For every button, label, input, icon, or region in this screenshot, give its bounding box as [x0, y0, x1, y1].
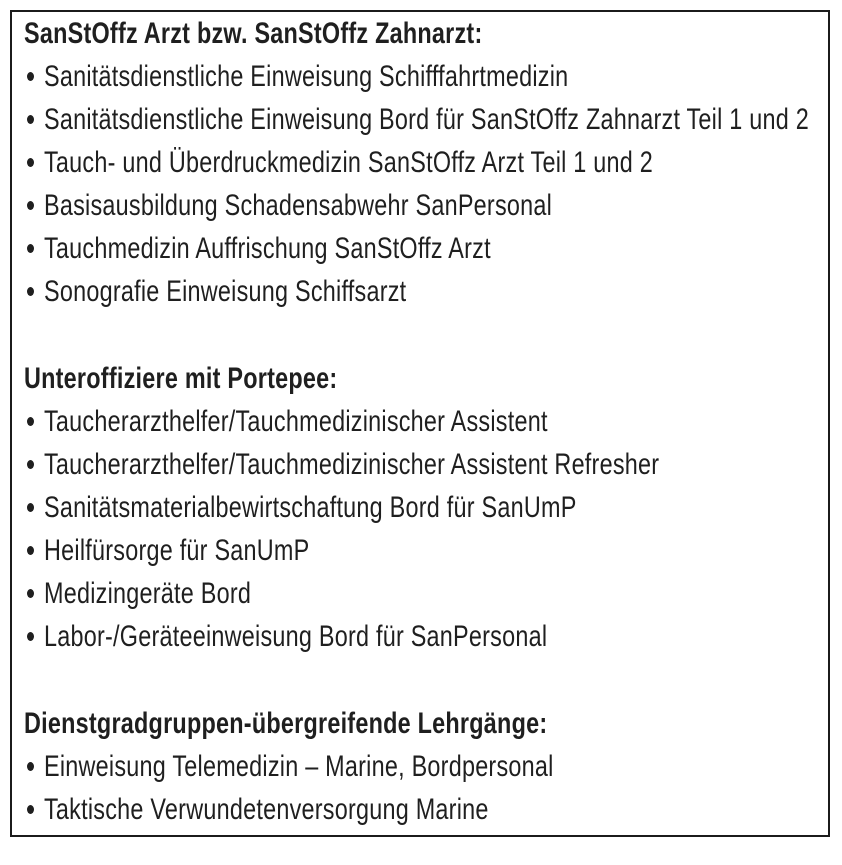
course-sections: [24, 12, 816, 831]
course-item-text: Sanitätsmaterialbewirtschaftung Bord für SanUmP: [44, 491, 577, 524]
course-list-item: [24, 55, 816, 98]
bullet-icon: [27, 589, 34, 598]
course-section-1: [24, 12, 816, 313]
section-heading-text: Unteroffiziere mit Portepee:: [24, 362, 338, 395]
course-item-text: Taktische Verwundetenversorgung Marine: [44, 793, 489, 826]
course-item-text: Einweisung Telemedizin – Marine, Bordpersonal: [44, 750, 554, 783]
course-list-item: [24, 227, 816, 270]
course-item-text: Heilfürsorge für SanUmP: [44, 534, 310, 567]
course-list-box: [10, 10, 830, 837]
course-list-item: [24, 400, 816, 443]
course-list-item: [24, 615, 816, 658]
course-item-text: Labor-/Geräteeinweisung Bord für SanPersonal: [44, 620, 548, 653]
section-heading-text: SanStOffz Arzt bzw. SanStOffz Zahnarzt:: [24, 17, 483, 50]
course-section-2: [24, 357, 816, 658]
section-heading: [24, 12, 816, 55]
course-list-item: [24, 572, 816, 615]
bullet-icon: [27, 417, 34, 426]
course-section-3: [24, 702, 816, 831]
bullet-icon: [27, 460, 34, 469]
bullet-icon: [27, 546, 34, 555]
course-item-text: Taucherarzthelfer/Tauchmedizinischer Assistent Refresher: [44, 448, 660, 481]
course-list-item: [24, 486, 816, 529]
course-list-item: [24, 141, 816, 184]
bullet-icon: [27, 72, 34, 81]
course-item-text: Sanitätsdienstliche Einweisung Bord für SanStOffz Zahnarzt Teil 1 und 2: [44, 103, 809, 136]
course-list-item: [24, 529, 816, 572]
bullet-icon: [27, 115, 34, 124]
course-list-item: [24, 184, 816, 227]
course-list-item: [24, 270, 816, 313]
course-list: [24, 400, 816, 658]
section-heading-text: Dienstgradgruppen-übergreifende Lehrgänge:: [24, 707, 548, 740]
bullet-icon: [27, 762, 34, 771]
course-item-text: Tauch- und Überdruckmedizin SanStOffz Arzt Teil 1 und 2: [44, 146, 654, 179]
course-item-text: Sonografie Einweisung Schiffsarzt: [44, 275, 407, 308]
course-list-item: [24, 443, 816, 486]
course-item-text: Taucherarzthelfer/Tauchmedizinischer Assistent: [44, 405, 548, 438]
course-list-item: [24, 745, 816, 788]
bullet-icon: [27, 201, 34, 210]
course-item-text: Tauchmedizin Auffrischung SanStOffz Arzt: [44, 232, 491, 265]
course-item-text: Sanitätsdienstliche Einweisung Schifffahrtmedizin: [44, 60, 569, 93]
course-item-text: Medizingeräte Bord: [44, 577, 252, 610]
bullet-icon: [27, 244, 34, 253]
course-item-text: Basisausbildung Schadensabwehr SanPersonal: [44, 189, 553, 222]
bullet-icon: [27, 503, 34, 512]
bullet-icon: [27, 158, 34, 167]
bullet-icon: [27, 287, 34, 296]
course-list: [24, 745, 816, 831]
course-list-item: [24, 788, 816, 831]
bullet-icon: [27, 805, 34, 814]
course-list-item: [24, 98, 816, 141]
section-heading: [24, 702, 816, 745]
course-list: [24, 55, 816, 313]
bullet-icon: [27, 632, 34, 641]
section-heading: [24, 357, 816, 400]
